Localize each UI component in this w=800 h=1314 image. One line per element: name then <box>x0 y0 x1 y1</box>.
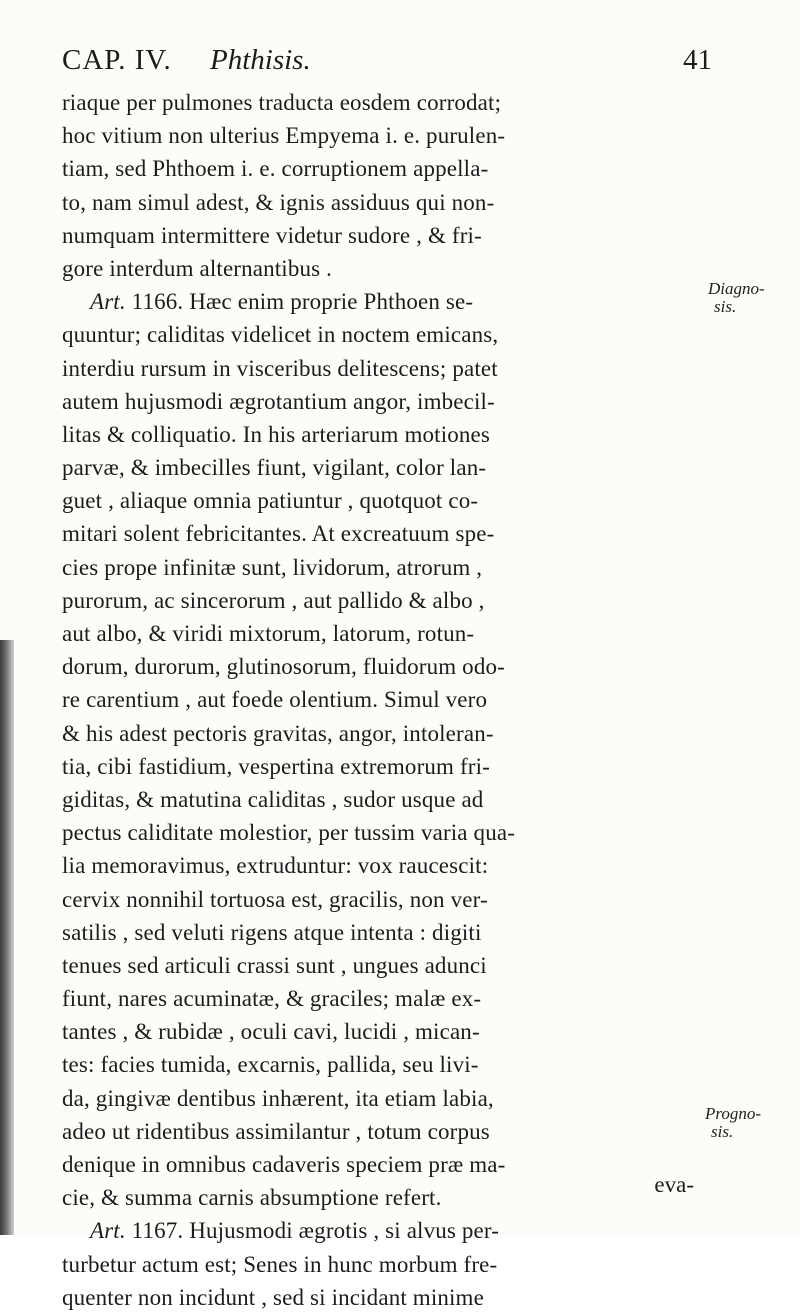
line-text: turbetur actum est; Senes in hunc morbum fre- <box>62 1251 498 1277</box>
text-line <box>62 252 694 285</box>
line-text: litas & colliquatio. In his arteriarum motiones <box>62 421 490 447</box>
text-line <box>62 517 694 550</box>
line-text: numquam intermittere videtur sudore , & fri- <box>62 222 482 248</box>
chapter-heading: CAP. IV. <box>62 44 172 76</box>
text-line <box>62 584 694 617</box>
line-text: dorum, durorum, glutinosorum, fluidorum odo- <box>62 654 505 680</box>
text-line <box>62 1281 694 1314</box>
page-number: 41 <box>683 44 712 76</box>
binding-shadow <box>0 640 14 1235</box>
text-line <box>62 1248 694 1281</box>
text-line <box>62 949 694 982</box>
page-header <box>62 44 712 88</box>
text-line <box>62 219 694 252</box>
line-text: cie, & summa carnis absumptione refert. <box>62 1185 442 1211</box>
line-text: quuntur; caliditas videlicet in noctem emicans, <box>62 322 499 348</box>
text-line <box>62 352 694 385</box>
line-text: fiunt, nares acuminatæ, & graciles; malæ ex- <box>62 986 482 1012</box>
text-line <box>62 916 694 949</box>
text-line <box>62 86 694 119</box>
text-line <box>62 717 694 750</box>
text-line <box>62 484 694 517</box>
line-text: to, nam simul adest, & ignis assiduus qui non- <box>62 189 495 215</box>
line-text: cervix nonnihil tortuosa est, gracilis, non ver- <box>62 886 488 912</box>
text-line <box>62 650 694 683</box>
article-label: Art. <box>90 289 126 315</box>
text-line <box>62 849 694 882</box>
text-line <box>62 551 694 584</box>
text-line <box>62 418 694 451</box>
line-text: parvæ, & imbecilles fiunt, vigilant, color lan- <box>62 455 487 481</box>
text-line <box>62 1015 694 1048</box>
running-title: Phthisis. <box>210 44 311 76</box>
line-text: 1167. Hujusmodi ægrotis , si alvus per- <box>125 1218 500 1244</box>
text-line <box>62 982 694 1015</box>
margin-note-line: sis. <box>714 297 737 316</box>
line-text: re carentium , aut foede olentium. Simul vero <box>62 687 488 713</box>
margin-note-line: Progno- <box>705 1104 762 1123</box>
line-text: tiam, sed Phthoem i. e. corruptionem appella- <box>62 156 489 182</box>
catchword: eva- <box>654 1172 694 1197</box>
line-text: tenues sed articuli crassi sunt , ungues adunci <box>62 952 487 978</box>
article-label: Art. <box>90 1218 126 1244</box>
text-line <box>62 186 694 219</box>
line-text: interdiu rursum in visceribus delitescens; patet <box>62 355 498 381</box>
line-text: denique in omnibus cadaveris speciem præ ma- <box>62 1152 506 1177</box>
line-text: giditas, & matutina caliditas , sudor usque ad <box>62 786 484 812</box>
line-text: pectus caliditate molestior, per tussim varia qua- <box>62 820 516 846</box>
text-line <box>62 783 694 816</box>
line-text: autem hujusmodi ægrotantium angor, imbecil- <box>62 388 495 414</box>
text-line <box>62 1214 694 1247</box>
text-line <box>62 385 694 418</box>
text-line <box>62 1082 694 1115</box>
text-line <box>62 617 694 650</box>
text-line <box>62 1181 694 1214</box>
text-line <box>62 883 694 916</box>
line-text: tantes , & rubidæ , oculi cavi, lucidi , mican- <box>62 1019 480 1045</box>
margin-note-line: sis. <box>711 1122 734 1141</box>
line-text: purorum, ac sincerorum , aut pallido & albo , <box>62 587 485 613</box>
line-text: gore interdum alternantibus . <box>62 255 333 281</box>
text-line <box>62 318 694 351</box>
text-line <box>62 1048 694 1081</box>
line-text: satilis , sed veluti rigens atque intenta : digiti <box>62 919 482 945</box>
line-text: lia memoravimus, extruduntur: vox raucescit: <box>62 853 489 879</box>
line-text: hoc vitium non ulterius Empyema i. e. purulen- <box>62 123 506 149</box>
line-text: 1166. Hæc enim proprie Phthoen se- <box>125 289 474 315</box>
text-line <box>62 750 694 783</box>
line-text: riaque per pulmones traducta eosdem corrodat; <box>62 90 502 115</box>
text-line <box>62 451 694 484</box>
line-text: aut albo, & viridi mixtorum, latorum, rotun- <box>62 621 475 646</box>
body-text <box>62 86 694 1314</box>
line-text: adeo ut ridentibus assimilantur , totum corpus <box>62 1118 490 1144</box>
line-text: guet , aliaque omnia patiuntur , quotquot co- <box>62 488 479 514</box>
line-text: mitari solent febricitantes. At excreatuum spe- <box>62 521 495 547</box>
line-text: & his adest pectoris gravitas, angor, intoleran- <box>62 720 494 746</box>
text-line <box>62 285 694 318</box>
line-text: da, gingivæ dentibus inhærent, ita etiam labia, <box>62 1085 494 1111</box>
line-text: tia, cibi fastidium, vespertina extremorum fri- <box>62 753 490 779</box>
line-text: tes: facies tumida, excarnis, pallida, seu livi- <box>62 1052 479 1078</box>
text-line <box>62 119 694 152</box>
text-line <box>62 1148 694 1181</box>
margin-note-prognosis <box>705 1105 761 1141</box>
text-line <box>62 816 694 849</box>
text-line <box>62 152 694 185</box>
line-text: cies prope infinitæ sunt, lividorum, atrorum , <box>62 554 483 580</box>
text-line <box>62 683 694 716</box>
margin-note-diagnosis <box>708 280 765 316</box>
line-text: quenter non incidunt , sed si incidant minime <box>62 1284 484 1310</box>
text-line <box>62 1115 694 1148</box>
margin-note-line: Diagno- <box>708 279 765 298</box>
